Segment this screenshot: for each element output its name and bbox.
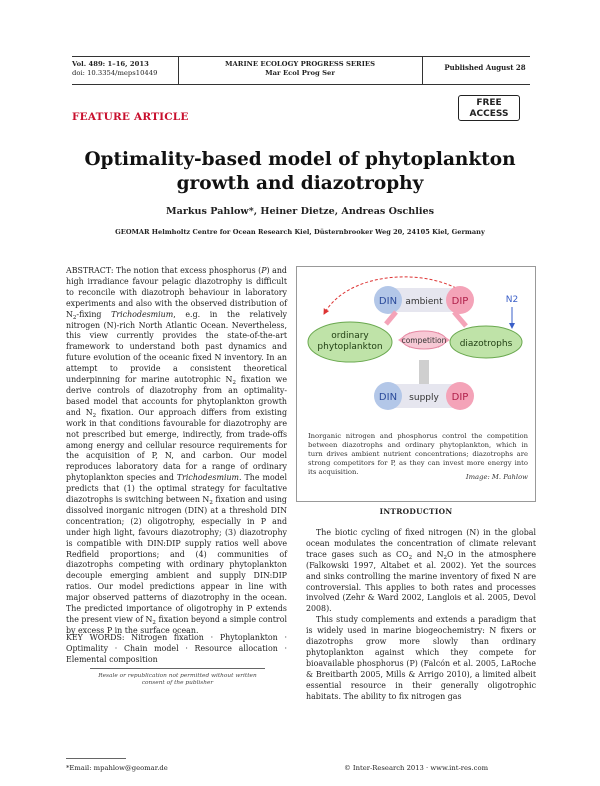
doi[interactable]: doi: 10.3354/meps10449	[72, 69, 158, 77]
header-top-rule	[72, 56, 530, 57]
ordinary-label: ordinary	[331, 331, 369, 341]
author-email[interactable]: *Email: mpahlow@geomar.de	[66, 764, 168, 772]
header-citation	[72, 60, 166, 78]
diazotrophs-label: diazotrophs	[459, 339, 513, 349]
affiliation: GEOMAR Helmholtz Centre for Ocean Research Kiel, Düsternbrooker Weg 20, 24105 Kiel, Germany	[115, 228, 485, 236]
copyright: © Inter-Research 2013 · www.int-res.com	[343, 764, 489, 772]
din-bottom-label: DIN	[378, 392, 398, 403]
supply-label: supply	[409, 393, 439, 403]
header-bottom-rule	[72, 84, 530, 85]
competition-diagram	[306, 274, 526, 426]
resale-rule-top	[90, 668, 265, 669]
din-top-label: DIN	[378, 296, 398, 307]
intro-paragraph-1: The biotic cycling of fixed nitrogen (N) in the global ocean modulates the concentration of climate relevant trace gases such as $CO_2$ and $N_2O$ in the atmosphere (Falkowski 1997, Altabet et al. 2002). Yet the sources and sinks controlling the marine inventory of fixed N are controversial. This applies to both rates and processes involved (Zehr & Ward 2002, Langlois et al. 2005, Devol 2008).	[306, 528, 536, 614]
phytoplankton-label: phytoplankton	[317, 342, 383, 352]
feature-article-label: FEATURE ARTICLE	[72, 111, 189, 123]
volume-info: Vol. 489: 1–16, 2013	[72, 60, 149, 68]
abstract: ABSTRACT: The notion that excess phosphorus (P) and high irradiance favour pelagic diazotrophy is difficult to reconcile with diazotroph behaviour in laboratory experiments and also with the observed distribution of $N_2$-fixing Trichodesmium, e.g. in the relatively nitrogen (N)-rich North Atlantic Ocean. Nevertheless, this view currently provides the state-of-the-art framework to understand both past dynamics and future evolution of the oceanic fixed N inventory. In an attempt to provide a consistent theoretical underpinning for marine autotrophic $N_2$ fixation we derive controls of diazotrophy from an optimality-based model that accounts for phytoplankton growth and $N_2$ fixation. Our approach differs from existing work in that conditions favourable for diazotrophy are not prescribed but emerge, indirectly, from trade-offs among energy and cellular resource requirements for the acquisition of P, N, and carbon. Our model reproduces laboratory data for a range of ordinary phytoplankton species and Trichodesmium. The model predicts that (1) the optimal strategy for facultative diazotrophs is switching between $N_2$ fixation and using dissolved inorganic nitrogen (DIN) at a threshold DIN concentration; (2) oligotrophy, especially in P and under high light, favours diazotrophy; (3) diazotrophy is compatible with DIN:DIP supply ratios well above Redfield proportions; and (4) communities of diazotrophs competing with ordinary phytoplankton decouple emerging ambient and supply DIN:DIP ratios. Our model predictions appear in line with major observed patterns of diazotrophy in the ocean. The predicted importance of oligotrophy in P extends the present view of $N_2$ fixation beyond a simple control by excess P in the surface ocean.	[66, 266, 288, 635]
badge-line2: ACCESS	[469, 109, 509, 119]
dip-uptake-arrow	[454, 312, 466, 326]
intro-paragraph-2: This study complements and extends a paradigm that is widely used in marine biogeochemistry: N fixers or diazotrophs grow more slowly than ordinary phytoplankton against which they compete for bioavailable phosphorus (P) (Falcón et al. 2005, LaRoche & Breitbarth 2005, Mills & Arrigo 2010), a limited albeit essential resource in their generally oligotrophic habitats. The ability to fix nitrogen gas	[306, 615, 536, 701]
free-access-badge	[458, 95, 520, 121]
badge-line1: FREE	[476, 98, 502, 108]
figure-credit: Image: M. Pahlow	[465, 473, 528, 481]
competition-label: competition	[401, 336, 447, 345]
authors: Markus Pahlow*, Heiner Dietze, Andreas Oschlies	[165, 206, 435, 217]
introduction-heading: INTRODUCTION	[379, 507, 453, 516]
header-divider-left	[178, 56, 179, 84]
keywords: KEY WORDS: Nitrogen fixation · Phytoplankton · Optimality · Chain model · Resource allocation · Elemental composition	[66, 633, 287, 664]
journal-title: MARINE ECOLOGY PROGRESS SERIES	[225, 60, 375, 68]
published-date: Published August 28	[444, 63, 526, 72]
journal-abbrev: Mar Ecol Prog Ser	[265, 69, 335, 77]
n2-label: N2	[505, 295, 519, 305]
dip-top-label: DIP	[451, 296, 469, 307]
resale-notice: Resale or republication not permitted without written consent of the publisher	[98, 673, 257, 686]
introduction-body	[306, 528, 536, 703]
footnote-rule	[66, 758, 126, 759]
header-divider-right	[422, 56, 423, 84]
ambient-label: ambient	[405, 297, 443, 307]
figure-caption: Inorganic nitrogen and phosphorus control the competition between diazotrophs and ordinary phytoplankton, which in turn drives ambient nutrient concentrations; diazotrophs are strong competitors for P, as they can invest more energy into its acquisition.	[308, 432, 528, 476]
article-title: Optimality-based model of phytoplankton growth and diazotrophy	[84, 149, 516, 194]
journal-name	[200, 60, 400, 78]
dip-bottom-label: DIP	[451, 392, 469, 403]
